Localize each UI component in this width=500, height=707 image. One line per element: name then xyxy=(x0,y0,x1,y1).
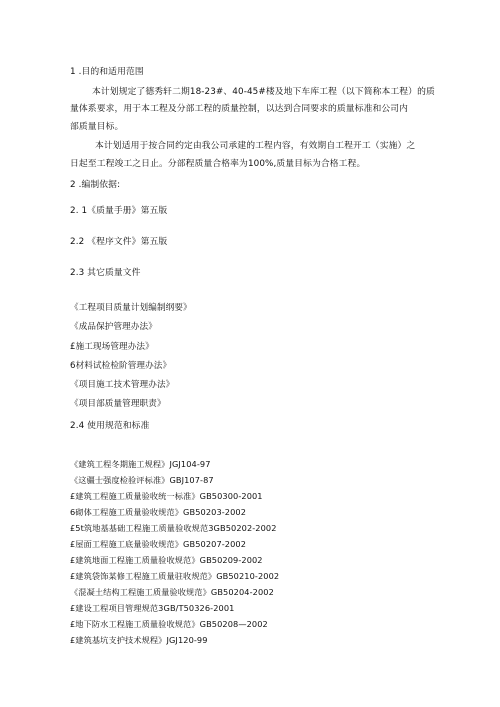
standard-item: 《混凝土结构工程施工质量验收规范》GB50204-2002 xyxy=(70,587,274,597)
standard-item: £5t筑地基基础工程施工质量验收规范3GB50202-2002 xyxy=(70,523,277,533)
item-2-3: 2.3 其它质量文件 xyxy=(70,268,141,278)
standard-item: £屋面工程施工底量验收规范》GB50207-2002 xyxy=(70,539,247,549)
item-2-1: 2. 1《质量手册》第五版 xyxy=(70,206,168,216)
paragraph-1-line-2: 量体系要求，用于本工程及分部工程的质量控制，以达到合同要求的质量标准和公司内 xyxy=(70,104,409,114)
item-2-2: 2.2 《程序文件》第五版 xyxy=(70,237,168,247)
paragraph-1-line-3: 部质量目标。 xyxy=(70,122,124,132)
standard-item: £建筑地面工程施工质量验收规范》GB50209-2002 xyxy=(70,555,263,565)
quality-doc-item: £施工现场管理办法》 xyxy=(70,342,154,352)
standard-item: £建筑工程施工质量验收统一标准》GB50300-2001 xyxy=(70,491,263,501)
paragraph-2-line-2: 日起至工程竣工之日止。分部程质量合格率为100%,质量目标为合格工程。 xyxy=(70,159,366,169)
standard-item: £建设工程项目管理规范3GB/T50326-2001 xyxy=(70,603,235,613)
quality-doc-item: 《项目部质量管理职责》 xyxy=(70,399,166,409)
paragraph-2-line-1: 本计划适用于按合同约定由我公司承建的工程内容，有效期自工程开工（实施）之 xyxy=(95,141,416,151)
standard-item: £建筑基坑支护技术规程》JGJ120-99 xyxy=(70,635,208,645)
section-2-heading: 2 .编制依据: xyxy=(70,180,121,190)
standard-item: 《这疆士强度检验评标准》GBJ107-87 xyxy=(70,475,214,485)
standard-item: £建筑袋饰某修工程施工质量驻收规范》GB50210-2002 xyxy=(70,571,280,581)
quality-doc-item: 《项目施工技术管理办法》 xyxy=(70,380,175,390)
quality-doc-item: 《成品保护管理办法》 xyxy=(70,322,157,332)
section-1-heading: 1 .目的和适用范围 xyxy=(70,67,144,77)
quality-doc-item: 6材料试检检阶管理办法》 xyxy=(70,361,172,371)
standard-item: 《建筑工程冬期施工规程》JGJ104-97 xyxy=(70,459,211,469)
item-2-4: 2.4 使用规范和标准 xyxy=(70,421,150,431)
standard-item: £地下防水工程施工质量验收规范》GB50208—2002 xyxy=(70,619,268,629)
quality-doc-item: 《工程项目质量计划编制纲要》 xyxy=(70,303,192,313)
standard-item: 6砌体工程施工质量验收规范》GB50203-2002 xyxy=(70,507,247,517)
paragraph-1-line-1: 本计划规定了德秀轩二期18-23#、40-45#楼及地下车库工程（以下简称本工程）的质 xyxy=(92,87,435,97)
